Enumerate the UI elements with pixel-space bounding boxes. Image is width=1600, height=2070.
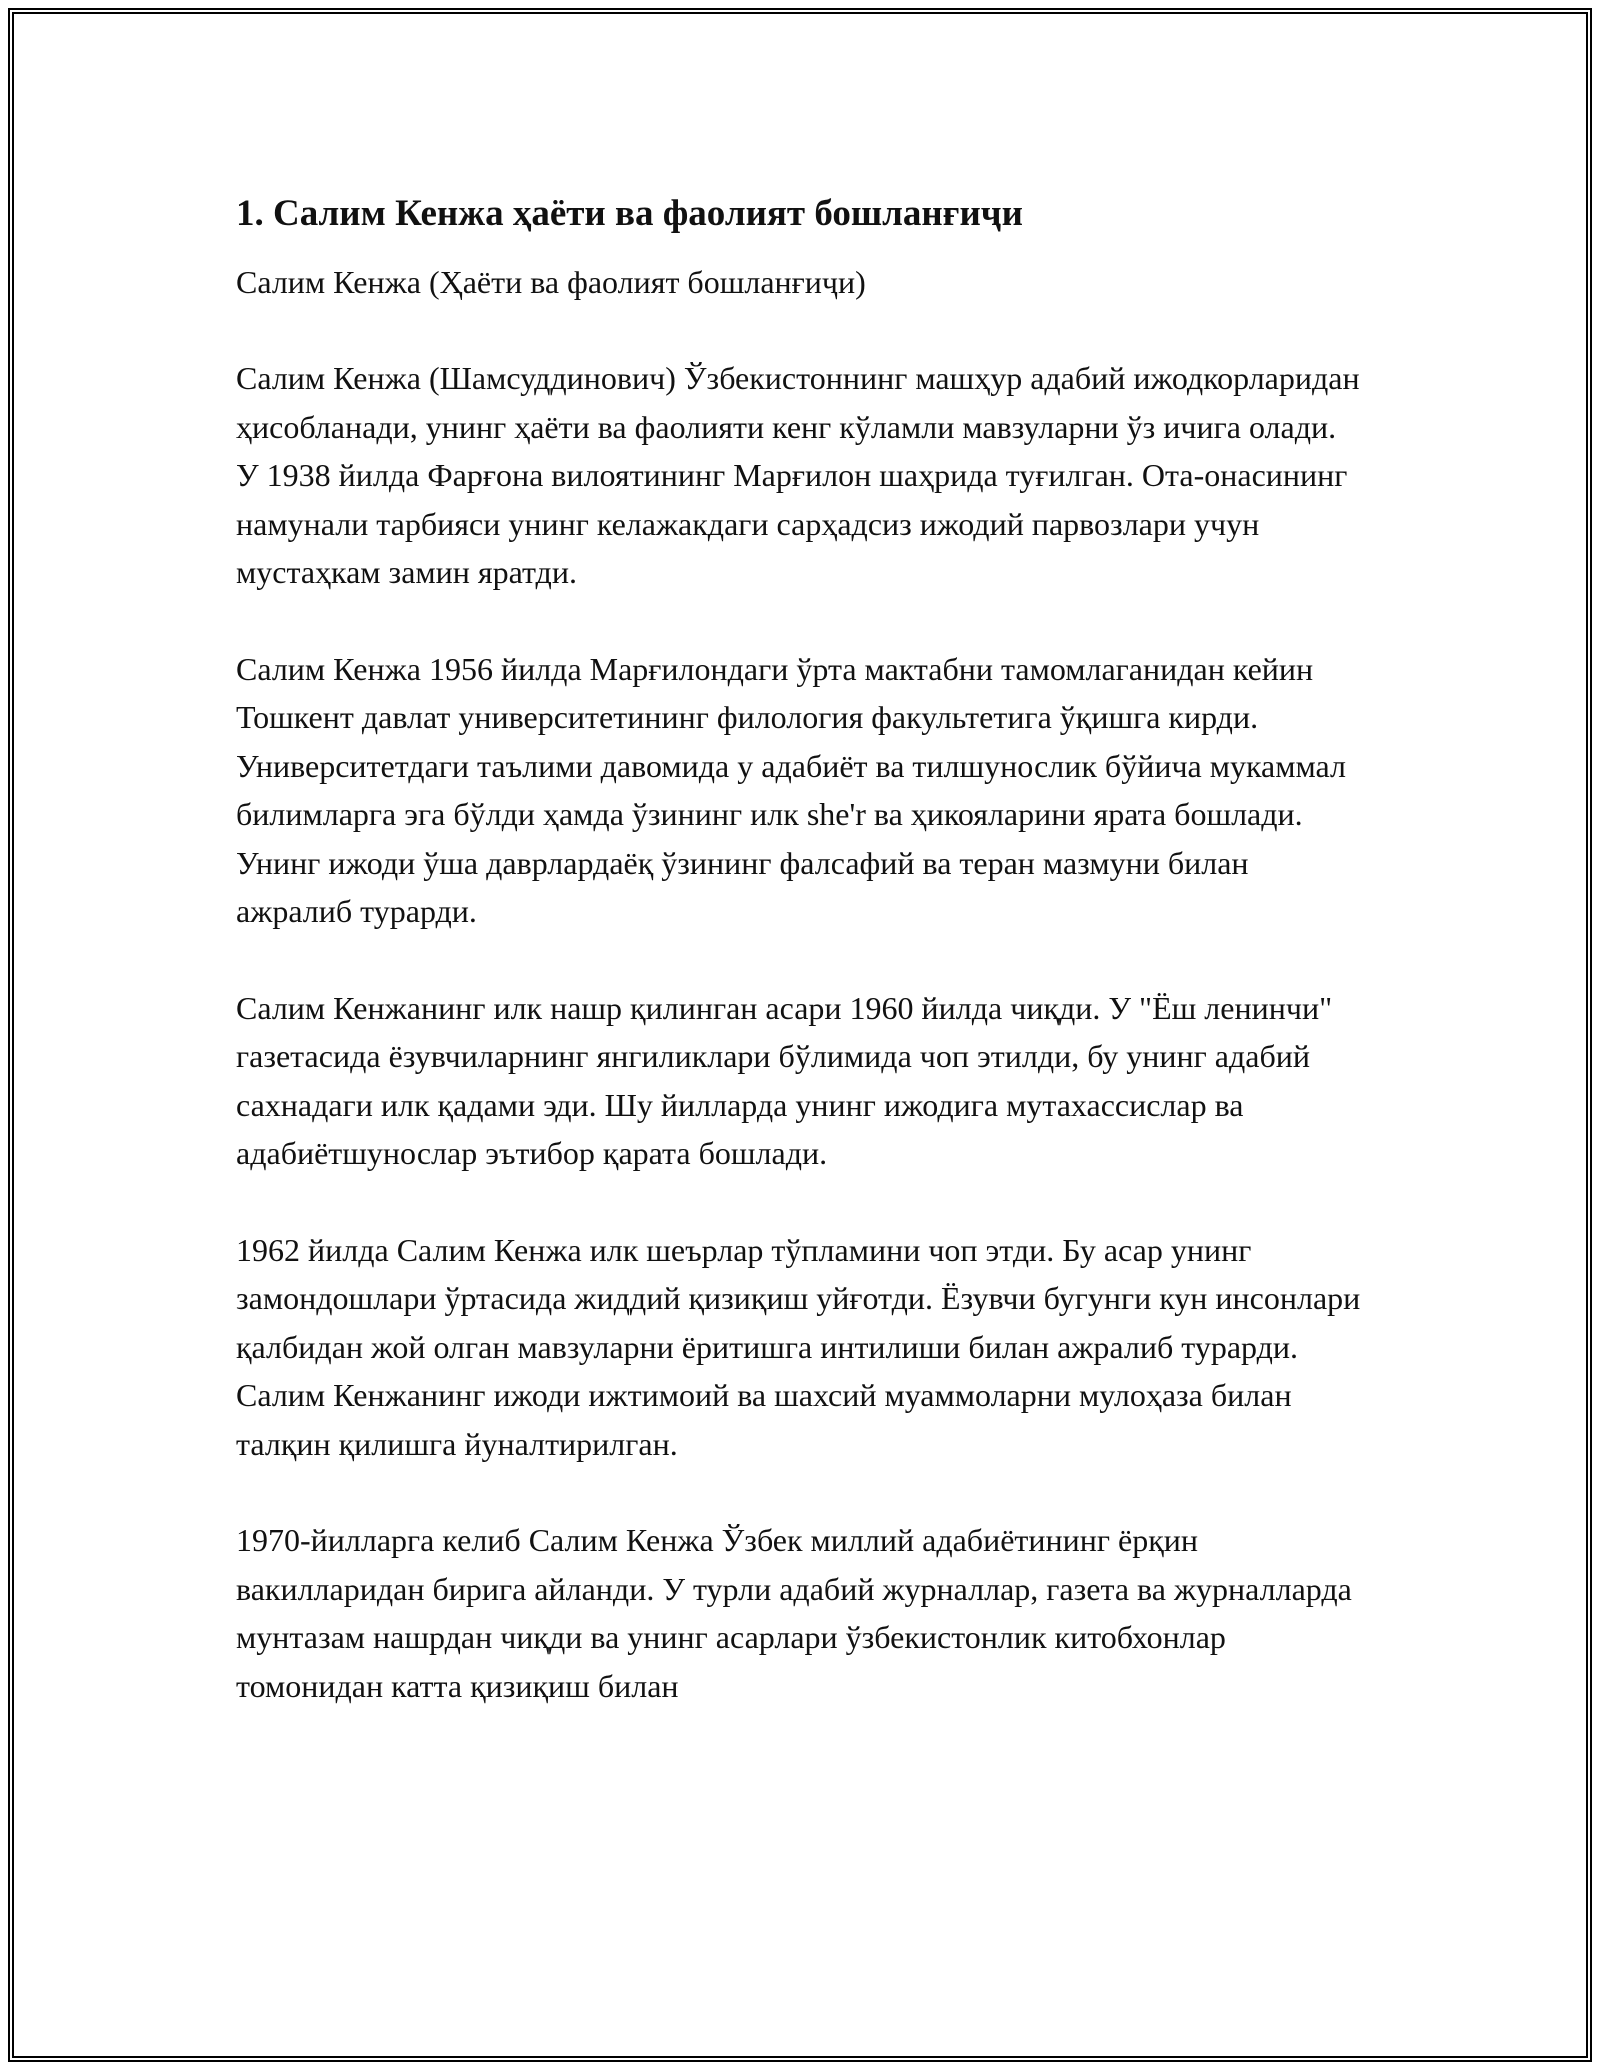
section-heading: 1. Салим Кенжа ҳаёти ва фаолият бошланғиҷи [236,193,1023,234]
section-subtitle: Салим Кенжа (Ҳаёти ва фаолият бошланғиҷи) [236,264,866,300]
paragraph: 1962 йилда Салим Кенжа илк шеърлар тўпламини чоп этди. Бу асар унинг замондошлари ўртасида жиддий қизиқиш уйғотди. Ёзувчи бугунги кун инсонлари қалбидан жой олган мавзуларни ёритишга интилиши билан ажралиб турарди. Салим Кенжанинг ижоди ижтимоий ва шахсий муаммоларни мулоҳаза билан талқин қилишга йуналтирилган. [236,1231,1361,1462]
paragraph: 1970-йилларга келиб Салим Кенжа Ўзбек миллий адабиётининг ёрқин вакилларидан бирига айланди. У турли адабий журналлар, газета ва журналларда мунтазам нашрдан чиқди ва унинг асарлари ўзбекистонлик китобхонлар томонидан катта қизиқиш билан [236,1522,1352,1704]
document-body [236,190,1366,1758]
paragraph: Салим Кенжа (Шамсуддинович) Ўзбекистоннинг машҳур адабий ижодкорларидан ҳисобланади, унинг ҳаёти ва фаолияти кенг кўламли мавзуларни ўз ичига олади. У 1938 йилда Фарғона вилоятининг Марғилон шаҳрида туғилган. Ота-онасининг намунали тарбияси унинг келажакдаги сарҳадсиз ижодий парвозлари учун мустаҳкам замин яратди. [236,360,1360,590]
paragraph: Салим Кенжанинг илк нашр қилинган асари 1960 йилда чиқди. У "Ёш ленинчи" газетасида ёзувчиларнинг янгиликлари бўлимида чоп этилди, бу унинг адабий сахнадаги илк қадами эди. Шу йилларда унинг ижодига мутахассислар ва адабиётшунослар эътибор қарата бошлади. [236,989,1333,1171]
paragraph: Салим Кенжа 1956 йилда Марғилондаги ўрта мактабни тамомлаганидан кейин Тошкент давлат университетининг филология факультетига ўқишга кирди. Университетдаги таълими давомида у адабиёт ва тилшунослик бўйича мукаммал билимларга эга бўлди ҳамда ўзининг илк she'r ва ҳикояларини ярата бошлади. Унинг ижоди ўша даврлардаёқ ўзининг фалсафий ва теран мазмуни билан ажралиб турарди. [236,650,1346,929]
